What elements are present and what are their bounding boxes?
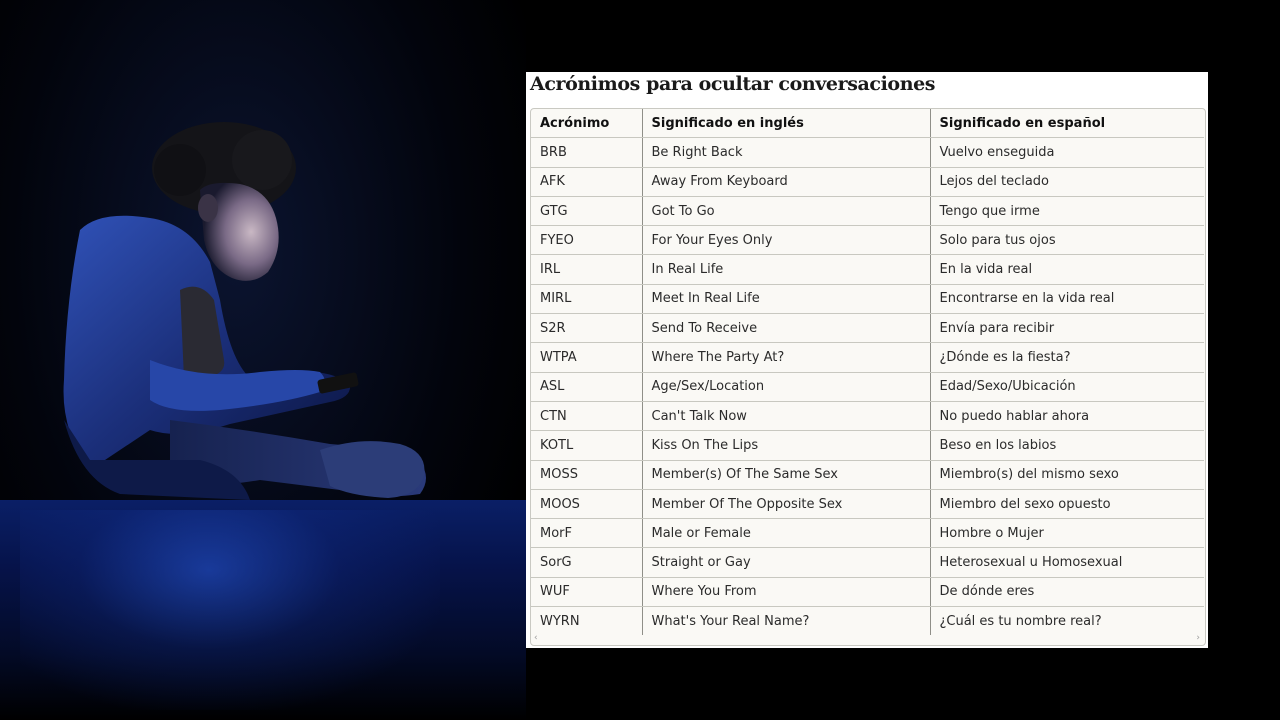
cell-acronym: WTPA (531, 343, 642, 372)
cell-english: Meet In Real Life (642, 284, 930, 313)
cell-acronym: SorG (531, 548, 642, 577)
cell-acronym: MIRL (531, 284, 642, 313)
cell-english: Send To Receive (642, 314, 930, 343)
cell-acronym: MOOS (531, 489, 642, 518)
table-header-row (531, 109, 1204, 138)
card-title: Acrónimos para ocultar conversaciones (530, 73, 936, 95)
table-row (531, 372, 1204, 401)
cell-spanish: Hombre o Mujer (930, 519, 1204, 548)
cell-spanish: Edad/Sexo/Ubicación (930, 372, 1204, 401)
table-row (531, 577, 1204, 606)
cell-english: Age/Sex/Location (642, 372, 930, 401)
cell-english: In Real Life (642, 255, 930, 284)
header-spanish-meaning: Significado en español (930, 109, 1204, 138)
cell-english: Member(s) Of The Same Sex (642, 460, 930, 489)
cell-spanish: ¿Cuál es tu nombre real? (930, 607, 1204, 636)
table-row (531, 489, 1204, 518)
cell-acronym: CTN (531, 401, 642, 430)
cell-english: Got To Go (642, 196, 930, 225)
cell-spanish: ¿Dónde es la fiesta? (930, 343, 1204, 372)
cell-spanish: Encontrarse en la vida real (930, 284, 1204, 313)
cell-spanish: Tengo que irme (930, 196, 1204, 225)
header-english-meaning: Significado en inglés (642, 109, 930, 138)
cell-acronym: GTG (531, 196, 642, 225)
scroll-left-arrow-icon[interactable]: ‹ (534, 633, 538, 643)
cell-english: Member Of The Opposite Sex (642, 489, 930, 518)
cell-acronym: S2R (531, 314, 642, 343)
cell-spanish: De dónde eres (930, 577, 1204, 606)
cell-spanish: En la vida real (930, 255, 1204, 284)
cell-english: Be Right Back (642, 138, 930, 167)
cell-spanish: Lejos del teclado (930, 167, 1204, 196)
cell-english: Male or Female (642, 519, 930, 548)
cell-english: Where The Party At? (642, 343, 930, 372)
acronyms-table (531, 109, 1204, 635)
acronyms-card (526, 72, 1208, 648)
cell-acronym: IRL (531, 255, 642, 284)
cell-acronym: AFK (531, 167, 642, 196)
cell-english: For Your Eyes Only (642, 226, 930, 255)
cell-spanish: No puedo hablar ahora (930, 401, 1204, 430)
table-row (531, 431, 1204, 460)
cell-acronym: WUF (531, 577, 642, 606)
horizontal-scrollbar[interactable] (530, 632, 1204, 644)
cell-spanish: Miembro(s) del mismo sexo (930, 460, 1204, 489)
table-row (531, 284, 1204, 313)
table-row (531, 401, 1204, 430)
header-acronym: Acrónimo (531, 109, 642, 138)
table-row (531, 138, 1204, 167)
table-row (531, 343, 1204, 372)
cell-english: What's Your Real Name? (642, 607, 930, 636)
cell-english: Can't Talk Now (642, 401, 930, 430)
cell-acronym: MOSS (531, 460, 642, 489)
scroll-right-arrow-icon[interactable]: › (1196, 633, 1200, 643)
cell-spanish: Vuelvo enseguida (930, 138, 1204, 167)
child-with-phone-photo (0, 0, 526, 720)
child-silhouette (0, 0, 526, 720)
cell-acronym: ASL (531, 372, 642, 401)
cell-acronym: WYRN (540, 613, 580, 629)
table-row (531, 314, 1204, 343)
table-row (531, 255, 1204, 284)
cell-spanish: Beso en los labios (930, 431, 1204, 460)
cell-acronym: FYEO (531, 226, 642, 255)
cell-english: Away From Keyboard (642, 167, 930, 196)
cell-english: Kiss On The Lips (642, 431, 930, 460)
cell-acronym: KOTL (531, 431, 642, 460)
table-row (531, 519, 1204, 548)
cell-spanish: Heterosexual u Homosexual (930, 548, 1204, 577)
table-row (531, 226, 1204, 255)
acronyms-table-container[interactable] (530, 108, 1206, 646)
cell-spanish: Solo para tus ojos (930, 226, 1204, 255)
table-row (531, 196, 1204, 225)
cell-spanish: Miembro del sexo opuesto (930, 489, 1204, 518)
cell-english: Straight or Gay (642, 548, 930, 577)
cell-acronym: BRB (531, 138, 642, 167)
cell-english: Where You From (642, 577, 930, 606)
cell-acronym: MorF (531, 519, 642, 548)
table-row (531, 460, 1204, 489)
table-row (531, 548, 1204, 577)
table-row (531, 167, 1204, 196)
cell-spanish: Envía para recibir (930, 314, 1204, 343)
